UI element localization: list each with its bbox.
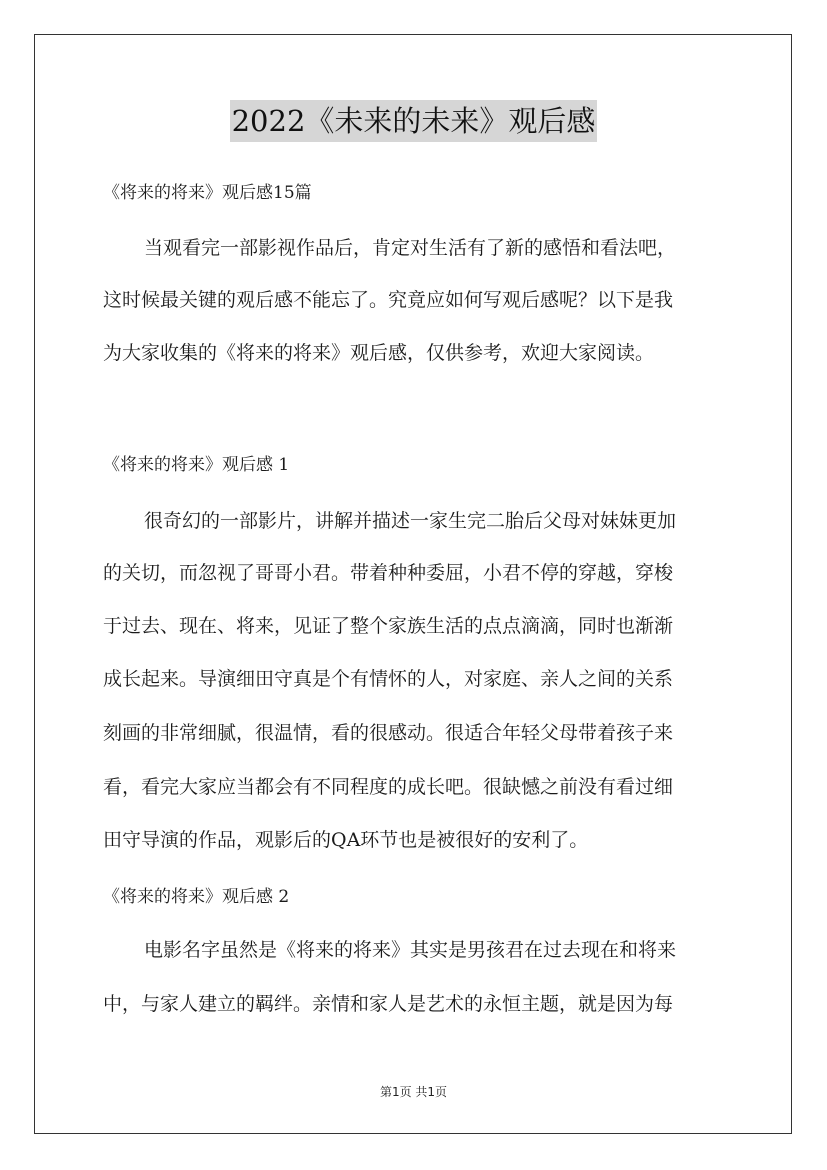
section-1-line-5: 刻画的非常细腻，很温情，看的很感动。很适合年轻父母带着孩子来 <box>103 722 674 744</box>
intro-line-3: 为大家收集的《将来的将来》观后感，仅供参考，欢迎大家阅读。 <box>103 342 655 364</box>
section-1-line-6: 看，看完大家应当都会有不同程度的成长吧。很缺憾之前没有看过细 <box>103 776 674 798</box>
section-1-line-3: 于过去、现在、将来，见证了整个家族生活的点点滴滴，同时也渐渐 <box>103 615 674 637</box>
intro-line-1: 当观看完一部影视作品后，肯定对生活有了新的感悟和看法吧， <box>144 237 677 259</box>
section-2-line-1: 电影名字虽然是《将来的将来》其实是男孩君在过去现在和将来 <box>144 939 677 961</box>
section-1-heading: 《将来的将来》观后感 1 <box>103 455 290 475</box>
intro-line-2: 这时候最关键的观后感不能忘了。究竟应如何写观后感呢？以下是我 <box>103 289 674 311</box>
document-title: 2022《未来的未来》观后感 <box>230 100 598 142</box>
section-1-line-1: 很奇幻的一部影片，讲解并描述一家生完二胎后父母对妹妹更加 <box>144 510 677 532</box>
section-1-line-4: 成长起来。导演细田守真是个有情怀的人，对家庭、亲人之间的关系 <box>103 668 674 690</box>
section-2-heading: 《将来的将来》观后感 2 <box>103 887 290 907</box>
document-subtitle: 《将来的将来》观后感15篇 <box>103 183 312 203</box>
section-1-line-2: 的关切，而忽视了哥哥小君。带着种种委屈，小君不停的穿越，穿梭 <box>103 562 674 584</box>
page-number-footer: 第1页 共1页 <box>379 1085 448 1099</box>
section-2-line-2: 中，与家人建立的羁绊。亲情和家人是艺术的永恒主题，就是因为每 <box>103 993 674 1015</box>
section-1-line-7: 田守导演的作品，观影后的QA环节也是被很好的安利了。 <box>103 829 589 851</box>
title-container <box>0 100 827 142</box>
